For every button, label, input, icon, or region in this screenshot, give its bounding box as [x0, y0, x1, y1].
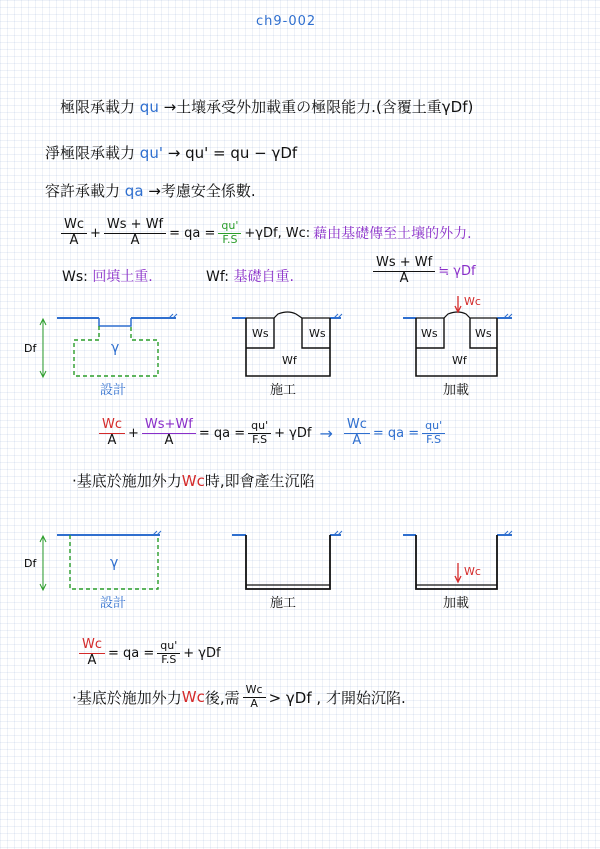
ultimate-symbol: qu [139, 98, 159, 116]
frac-wswf-a-2: $\frac{Ws+Wf}{A}$ [142, 418, 196, 449]
definition-ultimate [60, 96, 473, 117]
allowable-label: 容許承載力 [45, 182, 121, 200]
formula-3: $\frac{Wc}{A}$ = qa = $\frac{qu'}{F.S}$ + γDf [76, 638, 221, 669]
definition-allowable [45, 180, 256, 201]
page-id: ch9-002 [256, 14, 317, 29]
loading-diagram-2 [403, 531, 512, 589]
caption-construction-1: 施工 [270, 383, 297, 398]
plus-sign: + [90, 225, 101, 241]
net-symbol: qu' [139, 144, 163, 162]
caption-loading-1: 加載 [443, 383, 470, 398]
frac-wc-a-3: $\frac{Wc}{A}$ [79, 638, 105, 669]
svg-text:Ws: Ws [252, 327, 269, 340]
construction-diagram [232, 312, 342, 376]
approx-rhs: ≒ γDf [438, 263, 476, 279]
wc-desc: 藉由基礎傳至土壤的外力. [313, 226, 472, 243]
design-diagram-2 [24, 531, 161, 590]
legend-wf: Wf: 基礎自重. [206, 269, 294, 285]
note-1: ·基底於施加外力Wc時,即會產生沉陷 [72, 472, 315, 490]
frac-qu-fs-blue: $\frac{qu'}{F.S}$ [422, 420, 445, 446]
wc-label: Wc: [285, 225, 311, 241]
frac-qu-fs-3: $\frac{qu'}{F.S}$ [157, 640, 180, 666]
caption-construction-2: 施工 [270, 596, 297, 611]
svg-text:Ws: Ws [475, 327, 492, 340]
svg-text:Df: Df [24, 342, 37, 355]
caption-design-2: 設計 [100, 596, 127, 611]
svg-text:Wc: Wc [464, 295, 481, 308]
arrow: → [319, 423, 333, 443]
formula-2: $\frac{Wc}{A}$ + $\frac{Ws+Wf}{A}$ = qa = $\frac{qu'}{F.S}$ + γDf → $\frac{Wc}{A}$ = qa = $\frac{qu'}{F.S}$ [96, 418, 448, 449]
net-label: 淨極限承載力 [45, 144, 136, 162]
svg-text:Df: Df [24, 557, 37, 570]
legend-ws: Ws: 回填土重. [62, 269, 153, 285]
frac-wc-a: $\frac{Wc}{A}$ [61, 218, 87, 249]
loading-diagram-1 [403, 295, 512, 376]
net-eq: → qu' = qu − γDf [167, 144, 298, 162]
frac-qu-fs-2: $\frac{qu'}{F.S}$ [248, 420, 271, 446]
svg-text:γ: γ [111, 340, 120, 356]
svg-text:Wf: Wf [452, 354, 467, 367]
ultimate-text: →土壤承受外加載重の極限能力.(含覆土重γDf) [163, 98, 474, 116]
definition-net [45, 142, 297, 163]
equals-qa: = qa = [169, 225, 216, 241]
caption-design-1: 設計 [100, 383, 127, 398]
svg-text:Ws: Ws [309, 327, 326, 340]
svg-text:Wf: Wf [282, 354, 297, 367]
frac-wswf-a: $\frac{Ws + Wf}{A}$ [104, 218, 166, 249]
note-2: ·基底於施加外力 Wc 後,需 $\frac{Wc}{A}$ > γDf , 才開始沉陷. [72, 683, 406, 710]
diagram-row-2 [0, 525, 600, 620]
legend-approx: $\frac{Ws + Wf}{A}$ ≒ γDf [370, 256, 476, 287]
diagram-row-1 [0, 292, 600, 402]
svg-text:γ: γ [110, 555, 119, 571]
allowable-text: →考慮安全係數. [148, 182, 256, 200]
frac-wc-a-blue: $\frac{Wc}{A}$ [344, 418, 370, 449]
gamma-df-term: +γDf, [244, 225, 282, 241]
construction-diagram-2 [232, 531, 342, 589]
frac-wc-a-2: $\frac{Wc}{A}$ [99, 418, 125, 449]
svg-text:Wc: Wc [464, 565, 481, 578]
caption-loading-2: 加載 [443, 596, 470, 611]
allowable-symbol: qa [124, 182, 144, 200]
frac-qu-fs: $\frac{qu'}{F.S}$ [218, 220, 241, 246]
design-diagram-1 [24, 314, 177, 377]
formula-1 [58, 218, 472, 249]
svg-text:Ws: Ws [421, 327, 438, 340]
ultimate-label: 極限承載力 [60, 98, 136, 116]
